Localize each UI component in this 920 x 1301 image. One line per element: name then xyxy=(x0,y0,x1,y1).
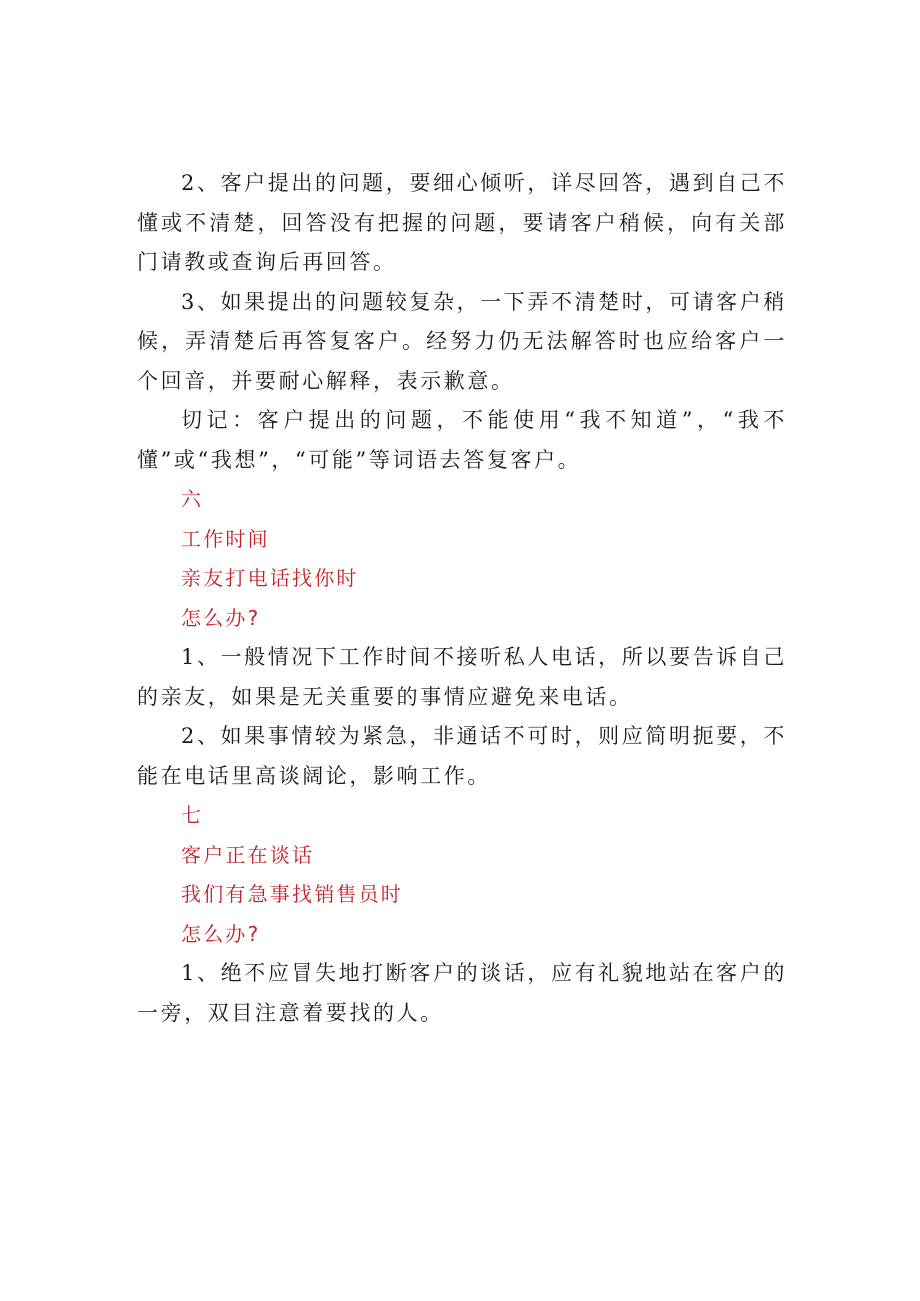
paragraph: 1、一般情况下工作时间不接听私人电话，所以要告诉自己的亲友，如果是无关重要的事情应避免来电话。 xyxy=(137,645,787,709)
paragraph: 2、客户提出的问题，要细心倾听，详尽回答，遇到自己不懂或不清楚，回答没有把握的问题，要请客户稍候，向有关部门请教或查询后再回答。 xyxy=(137,171,787,274)
section-number: 六 xyxy=(181,487,204,511)
document-page xyxy=(137,164,787,1033)
section-title: 怎么办? xyxy=(181,605,261,630)
section-title: 亲友打电话找你时 xyxy=(181,566,359,590)
section-number: 七 xyxy=(181,803,204,827)
paragraph: 2、如果事情较为紧急，非通话不可时，则应简明扼要，不能在电话里高谈阔论，影响工作。 xyxy=(137,724,787,788)
paragraph: 3、如果提出的问题较复杂，一下弄不清楚时，可请客户稍候，弄清楚后再答复客户。经努力仍无法解答时也应给客户一个回音，并要耐心解释，表示歉意。 xyxy=(137,289,787,393)
section-title: 我们有急事找销售员时 xyxy=(181,882,403,906)
paragraph: 1、绝不应冒失地打断客户的谈话，应有礼貌地站在客户的一旁，双目注意着要找的人。 xyxy=(137,961,787,1025)
section-title: 怎么办? xyxy=(181,921,261,946)
section-title: 工作时间 xyxy=(181,526,270,551)
paragraph: 切记：客户提出的问题，不能使用“我不知道”，“我不懂”或“我想”，“可能”等词语去答复客户。 xyxy=(137,408,787,472)
section-title: 客户正在谈话 xyxy=(181,842,315,867)
